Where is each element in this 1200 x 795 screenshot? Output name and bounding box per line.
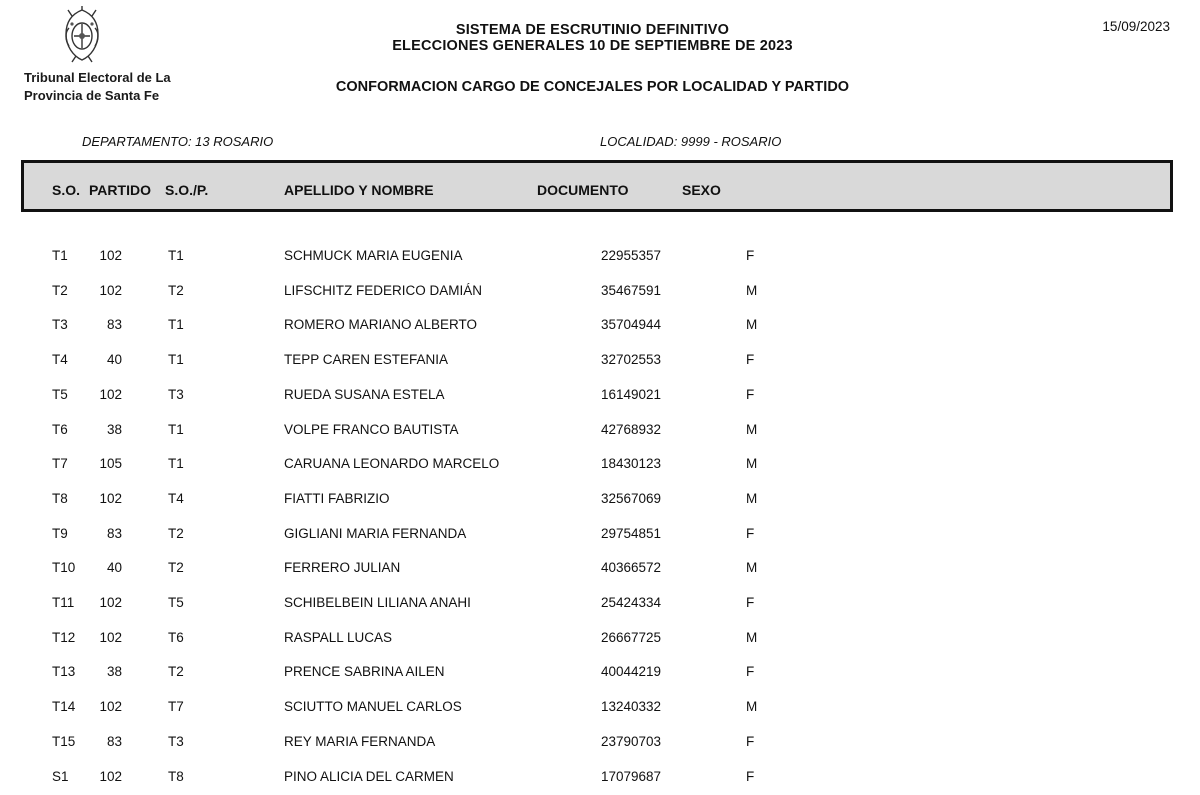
cell-so: T8 bbox=[52, 490, 68, 506]
cell-sexo: M bbox=[746, 282, 758, 298]
cell-partido: 40 bbox=[106, 352, 122, 368]
cell-nombre: PINO ALICIA DEL CARMEN bbox=[284, 768, 454, 784]
cell-documento: 22955357 bbox=[601, 248, 662, 263]
localidad-filter: LOCALIDAD: 9999 - ROSARIO bbox=[600, 134, 782, 149]
cell-partido: 102 bbox=[99, 768, 122, 784]
cell-so: T2 bbox=[52, 282, 68, 298]
cell-partido: 83 bbox=[106, 525, 122, 541]
cell-nombre: SCHMUCK MARIA EUGENIA bbox=[284, 248, 463, 263]
cell-documento: 25424334 bbox=[601, 595, 662, 610]
table-row bbox=[0, 448, 1200, 482]
cell-partido: 102 bbox=[99, 595, 122, 610]
cell-documento: 17079687 bbox=[601, 768, 662, 784]
cell-documento: 18430123 bbox=[601, 456, 662, 472]
cell-nombre: SCHIBELBEIN LILIANA ANAHI bbox=[284, 595, 471, 610]
table-row bbox=[0, 691, 1200, 725]
cell-sop: T7 bbox=[168, 699, 184, 715]
table-row bbox=[0, 414, 1200, 448]
cell-sexo: M bbox=[746, 317, 758, 333]
cell-sexo: F bbox=[746, 386, 755, 402]
cell-sop: T1 bbox=[168, 456, 184, 472]
cell-partido: 38 bbox=[106, 421, 122, 437]
cell-sexo: F bbox=[746, 352, 755, 368]
org-line-2: Provincia de Santa Fe bbox=[24, 88, 160, 103]
table-row bbox=[0, 275, 1200, 309]
table-row bbox=[0, 656, 1200, 690]
table-row bbox=[0, 379, 1200, 413]
cell-sop: T5 bbox=[168, 595, 184, 610]
report-title-line-2: ELECCIONES GENERALES 10 DE SEPTIEMBRE DE 2023 bbox=[392, 38, 793, 54]
cell-so: T10 bbox=[52, 560, 76, 576]
cell-so: T3 bbox=[52, 317, 68, 333]
cell-sexo: F bbox=[746, 733, 755, 749]
cell-sexo: F bbox=[746, 664, 755, 680]
table-row bbox=[0, 344, 1200, 378]
cell-nombre: CARUANA LEONARDO MARCELO bbox=[284, 456, 500, 472]
cell-so: T12 bbox=[52, 629, 76, 645]
report-date: 15/09/2023 bbox=[1102, 19, 1170, 34]
cell-so: T13 bbox=[52, 664, 76, 680]
cell-sexo: F bbox=[746, 525, 755, 541]
cell-sop: T4 bbox=[168, 490, 184, 506]
cell-sop: T2 bbox=[168, 282, 184, 298]
column-header-documento: DOCUMENTO bbox=[537, 182, 629, 198]
cell-partido: 102 bbox=[99, 282, 122, 298]
cell-sexo: M bbox=[746, 421, 758, 437]
table-header bbox=[21, 160, 1173, 212]
cell-sop: T2 bbox=[168, 525, 184, 541]
column-header-so: S.O. bbox=[52, 182, 81, 198]
cell-sop: T3 bbox=[168, 733, 184, 749]
cell-documento: 29754851 bbox=[601, 525, 662, 541]
cell-so: T6 bbox=[52, 421, 68, 437]
cell-nombre: FIATTI FABRIZIO bbox=[284, 490, 390, 506]
cell-documento: 13240332 bbox=[601, 699, 662, 715]
table-row bbox=[0, 622, 1200, 656]
cell-so: T15 bbox=[52, 733, 76, 749]
cell-documento: 40044219 bbox=[601, 664, 662, 680]
cell-nombre: SCIUTTO MANUEL CARLOS bbox=[284, 699, 462, 715]
cell-partido: 102 bbox=[99, 629, 122, 645]
table-row bbox=[0, 309, 1200, 343]
table-row bbox=[0, 761, 1200, 795]
cell-sexo: M bbox=[746, 699, 758, 715]
column-header-sexo: SEXO bbox=[682, 182, 721, 198]
cell-sop: T1 bbox=[168, 352, 184, 368]
cell-partido: 105 bbox=[99, 456, 122, 472]
column-header-sop: S.O./P. bbox=[165, 182, 209, 198]
cell-nombre: VOLPE FRANCO BAUTISTA bbox=[284, 421, 459, 437]
cell-so: S1 bbox=[52, 768, 69, 784]
cell-partido: 83 bbox=[106, 733, 122, 749]
cell-nombre: GIGLIANI MARIA FERNANDA bbox=[284, 525, 467, 541]
cell-partido: 38 bbox=[106, 664, 122, 680]
cell-so: T11 bbox=[52, 595, 75, 610]
table-row bbox=[0, 726, 1200, 760]
cell-sexo: F bbox=[746, 248, 755, 263]
cell-documento: 26667725 bbox=[601, 629, 662, 645]
cell-documento: 16149021 bbox=[601, 386, 662, 402]
report-title-line-1: SISTEMA DE ESCRUTINIO DEFINITIVO bbox=[455, 22, 730, 38]
cell-nombre: RUEDA SUSANA ESTELA bbox=[284, 386, 445, 402]
cell-sop: T2 bbox=[168, 664, 184, 680]
cell-sop: T1 bbox=[168, 421, 184, 437]
cell-nombre: PRENCE SABRINA AILEN bbox=[284, 664, 445, 680]
departamento-filter: DEPARTAMENTO: 13 ROSARIO bbox=[82, 134, 274, 149]
cell-documento: 23790703 bbox=[601, 733, 662, 749]
cell-nombre: REY MARIA FERNANDA bbox=[284, 733, 436, 749]
cell-sop: T1 bbox=[168, 317, 184, 333]
cell-partido: 102 bbox=[99, 490, 122, 506]
report-subtitle: CONFORMACION CARGO DE CONCEJALES POR LOCALIDAD Y PARTIDO bbox=[335, 79, 850, 95]
cell-nombre: TEPP CAREN ESTEFANIA bbox=[284, 352, 449, 368]
cell-sexo: M bbox=[746, 490, 758, 506]
cell-sop: T6 bbox=[168, 629, 184, 645]
cell-documento: 42768932 bbox=[601, 421, 662, 437]
cell-so: T14 bbox=[52, 699, 76, 715]
cell-so: T5 bbox=[52, 386, 68, 402]
cell-sexo: M bbox=[746, 456, 758, 472]
cell-sexo: M bbox=[746, 560, 758, 576]
cell-nombre: FERRERO JULIAN bbox=[284, 560, 401, 576]
cell-partido: 40 bbox=[106, 560, 122, 576]
cell-sop: T3 bbox=[168, 386, 184, 402]
cell-sop: T1 bbox=[168, 248, 184, 263]
cell-sexo: F bbox=[746, 595, 755, 610]
column-header-partido: PARTIDO bbox=[89, 182, 151, 198]
cell-sop: T8 bbox=[168, 768, 184, 784]
cell-partido: 102 bbox=[99, 248, 122, 263]
cell-sexo: F bbox=[746, 768, 755, 784]
table-row bbox=[0, 587, 1200, 621]
table-row bbox=[0, 240, 1200, 274]
cell-documento: 35467591 bbox=[601, 282, 662, 298]
cell-so: T9 bbox=[52, 525, 68, 541]
cell-sexo: M bbox=[746, 629, 758, 645]
table-row bbox=[0, 518, 1200, 552]
org-line-1: Tribunal Electoral de La bbox=[24, 70, 171, 85]
cell-nombre: RASPALL LUCAS bbox=[284, 629, 393, 645]
cell-partido: 102 bbox=[99, 386, 122, 402]
cell-documento: 32567069 bbox=[601, 490, 662, 506]
table-row bbox=[0, 483, 1200, 517]
cell-so: T7 bbox=[52, 456, 68, 472]
cell-documento: 35704944 bbox=[601, 317, 662, 333]
column-header-nombre: APELLIDO Y NOMBRE bbox=[284, 182, 434, 198]
cell-partido: 83 bbox=[106, 317, 122, 333]
cell-sop: T2 bbox=[168, 560, 184, 576]
cell-documento: 32702553 bbox=[601, 352, 662, 368]
cell-partido: 102 bbox=[99, 699, 122, 715]
cell-so: T1 bbox=[52, 248, 68, 263]
table-row bbox=[0, 552, 1200, 586]
cell-documento: 40366572 bbox=[601, 560, 662, 576]
cell-so: T4 bbox=[52, 352, 68, 368]
cell-nombre: ROMERO MARIANO ALBERTO bbox=[284, 317, 478, 333]
cell-nombre: LIFSCHITZ FEDERICO DAMIÁN bbox=[284, 282, 483, 298]
